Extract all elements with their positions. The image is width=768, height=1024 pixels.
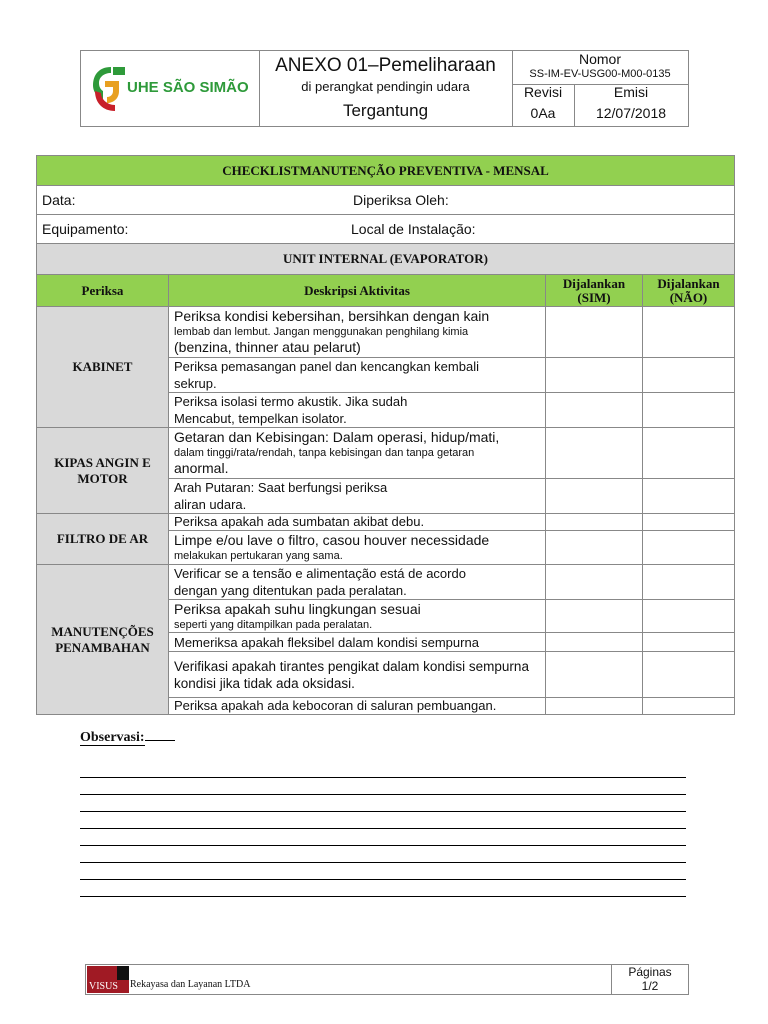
sim-checkbox-cell[interactable] — [546, 393, 643, 428]
table-row — [37, 514, 735, 531]
activity-cell — [169, 393, 546, 428]
activity-text: Verificar se a tensão e alimentação está de acordo — [174, 566, 466, 581]
nao-checkbox-cell[interactable] — [643, 514, 735, 531]
nao-checkbox-cell[interactable] — [643, 428, 735, 479]
activity-text: seperti yang ditampilkan pada peralatan. — [174, 618, 373, 631]
observation-line[interactable] — [80, 879, 686, 880]
activity-text: Periksa kondisi kebersihan, bersihkan dengan kain — [174, 308, 490, 324]
nao-checkbox-cell[interactable] — [643, 565, 735, 600]
col-nao: Dijalankan (NÃO) — [643, 275, 735, 307]
activity-cell — [169, 652, 546, 698]
checklist-table — [36, 155, 735, 715]
checklist-title: CHECKLISTMANUTENÇÃO PREVENTIVA - MENSAL — [37, 156, 735, 186]
col-periksa: Periksa — [37, 275, 169, 307]
column-header-row — [37, 275, 735, 307]
sim-checkbox-cell[interactable] — [546, 600, 643, 633]
data-cell[interactable] — [37, 186, 735, 215]
document-title-block — [259, 51, 513, 126]
sim-checkbox-cell[interactable] — [546, 531, 643, 565]
equipamento-label: Equipamento: — [42, 221, 129, 237]
col-sim: Dijalankan (SIM) — [546, 275, 643, 307]
category-kabinet: KABINET — [37, 307, 169, 428]
document-header — [80, 50, 689, 127]
sim-checkbox-cell[interactable] — [546, 633, 643, 652]
section-title: UNIT INTERNAL (EVAPORATOR) — [37, 244, 735, 275]
nao-checkbox-cell[interactable] — [643, 600, 735, 633]
activity-text: lembab dan lembut. Jangan menggunakan penghilang kimia — [174, 326, 469, 338]
document-subtitle: di perangkat pendingin udara — [301, 79, 470, 94]
nao-checkbox-cell[interactable] — [643, 358, 735, 393]
visus-logo — [87, 966, 129, 993]
activity-text: Limpe e/ou lave o filtro, casou houver necessidade — [174, 532, 490, 548]
activity-text: Periksa pemasangan panel dan kencangkan kembali — [174, 359, 479, 374]
document-subtitle-2: Tergantung — [342, 101, 429, 120]
nao-checkbox-cell[interactable] — [643, 633, 735, 652]
emisi-label: Emisi — [613, 84, 649, 100]
table-row — [37, 428, 735, 479]
activity-text: sekrup. — [174, 376, 217, 391]
logo-text: UHE SÃO SIMÃO — [127, 79, 249, 96]
local-label: Local de Instalação: — [351, 221, 476, 237]
activity-text: dalam tinggi/rata/rendah, tanpa kebisingan dan tanpa getaran — [174, 447, 475, 459]
category-manutencoes: MANUTENÇÕES PENAMBAHAN — [37, 565, 169, 715]
activity-cell — [169, 428, 546, 479]
activity-text: aliran udara. — [174, 497, 247, 512]
company-logo — [81, 51, 260, 126]
sim-checkbox-cell[interactable] — [546, 514, 643, 531]
company-name: Rekayasa dan Layanan LTDA — [130, 979, 251, 990]
section-row — [37, 244, 735, 275]
activity-cell — [169, 479, 546, 514]
activity-text: (benzina, thinner atau pelarut) — [174, 339, 361, 355]
activity-text: dengan yang ditentukan pada peralatan. — [174, 583, 407, 598]
sim-checkbox-cell[interactable] — [546, 565, 643, 600]
nao-checkbox-cell[interactable] — [643, 307, 735, 358]
activity-text: Getaran dan Kebisingan: Dalam operasi, hidup/mati, — [174, 429, 500, 445]
activity-cell — [169, 531, 546, 565]
observation-line[interactable] — [80, 794, 686, 795]
activity-text: Periksa isolasi termo akustik. Jika sudah — [174, 394, 408, 409]
data-label: Data: — [42, 192, 76, 208]
observasi-underline — [145, 740, 175, 741]
activity-cell — [169, 358, 546, 393]
equipamento-row — [37, 215, 735, 244]
activity-cell — [169, 600, 546, 633]
visus-logo-mark — [117, 966, 129, 980]
activity-text: kondisi jika tidak ada oksidasi. — [174, 675, 355, 691]
equipamento-cell[interactable] — [37, 215, 735, 244]
activity-text: anormal. — [174, 460, 229, 476]
data-row — [37, 186, 735, 215]
activity-text: melakukan pertukaran yang sama. — [174, 550, 343, 562]
activity-cell: Periksa apakah ada sumbatan akibat debu. — [169, 514, 546, 531]
checklist-title-row — [37, 156, 735, 186]
observation-line[interactable] — [80, 828, 686, 829]
nao-checkbox-cell[interactable] — [643, 698, 735, 715]
sim-checkbox-cell[interactable] — [546, 428, 643, 479]
activity-text: Periksa apakah suhu lingkungan sesuai — [174, 600, 421, 617]
observation-line[interactable] — [80, 777, 686, 778]
emisi-value: 12/07/2018 — [595, 105, 667, 121]
uhe-logo-icon — [89, 61, 129, 117]
sim-checkbox-cell[interactable] — [546, 479, 643, 514]
nao-checkbox-cell[interactable] — [643, 479, 735, 514]
activity-cell — [169, 307, 546, 358]
table-row — [37, 565, 735, 600]
activity-text: Arah Putaran: Saat berfungsi periksa — [174, 480, 388, 495]
category-kipas: KIPAS ANGIN E MOTOR — [37, 428, 169, 514]
sim-checkbox-cell[interactable] — [546, 307, 643, 358]
document-footer — [85, 964, 689, 995]
col-deskripsi: Deskripsi Aktivitas — [169, 275, 546, 307]
paginas-label: Páginas — [628, 965, 672, 979]
diperiksa-label: Diperiksa Oleh: — [353, 192, 449, 208]
revisi-label: Revisi — [523, 84, 563, 100]
revisi-value: 0Aa — [530, 105, 556, 121]
sim-checkbox-cell[interactable] — [546, 652, 643, 698]
activity-cell — [169, 565, 546, 600]
activity-cell: Periksa apakah ada kebocoran di saluran pembuangan. — [169, 698, 546, 715]
category-filtro: FILTRO DE AR — [37, 514, 169, 565]
document-meta — [512, 51, 688, 126]
activity-text: Mencabut, tempelkan isolator. — [174, 411, 347, 426]
observasi-label: Observasi: — [80, 730, 145, 745]
paginas-value: 1/2 — [641, 979, 659, 993]
table-row — [37, 307, 735, 358]
nomor-label: Nomor — [578, 51, 621, 67]
observation-line[interactable] — [80, 845, 686, 846]
document-title: ANEXO 01–Pemeliharaan — [275, 55, 496, 76]
nao-checkbox-cell[interactable] — [643, 531, 735, 565]
activity-cell: Memeriksa apakah fleksibel dalam kondisi sempurna — [169, 633, 546, 652]
observasi-heading — [80, 730, 175, 746]
nao-checkbox-cell[interactable] — [643, 393, 735, 428]
visus-logo-text: VISUS — [89, 981, 118, 992]
observation-line[interactable] — [80, 811, 686, 812]
nomor-value: SS-IM-EV-USG00-M00-0135 — [512, 68, 688, 85]
observation-line[interactable] — [80, 862, 686, 863]
observation-line[interactable] — [80, 896, 686, 897]
sim-checkbox-cell[interactable] — [546, 698, 643, 715]
sim-checkbox-cell[interactable] — [546, 358, 643, 393]
nao-checkbox-cell[interactable] — [643, 652, 735, 698]
activity-text: Verifikasi apakah tirantes pengikat dalam kondisi sempurna — [174, 658, 529, 674]
page-number-block — [611, 965, 688, 994]
